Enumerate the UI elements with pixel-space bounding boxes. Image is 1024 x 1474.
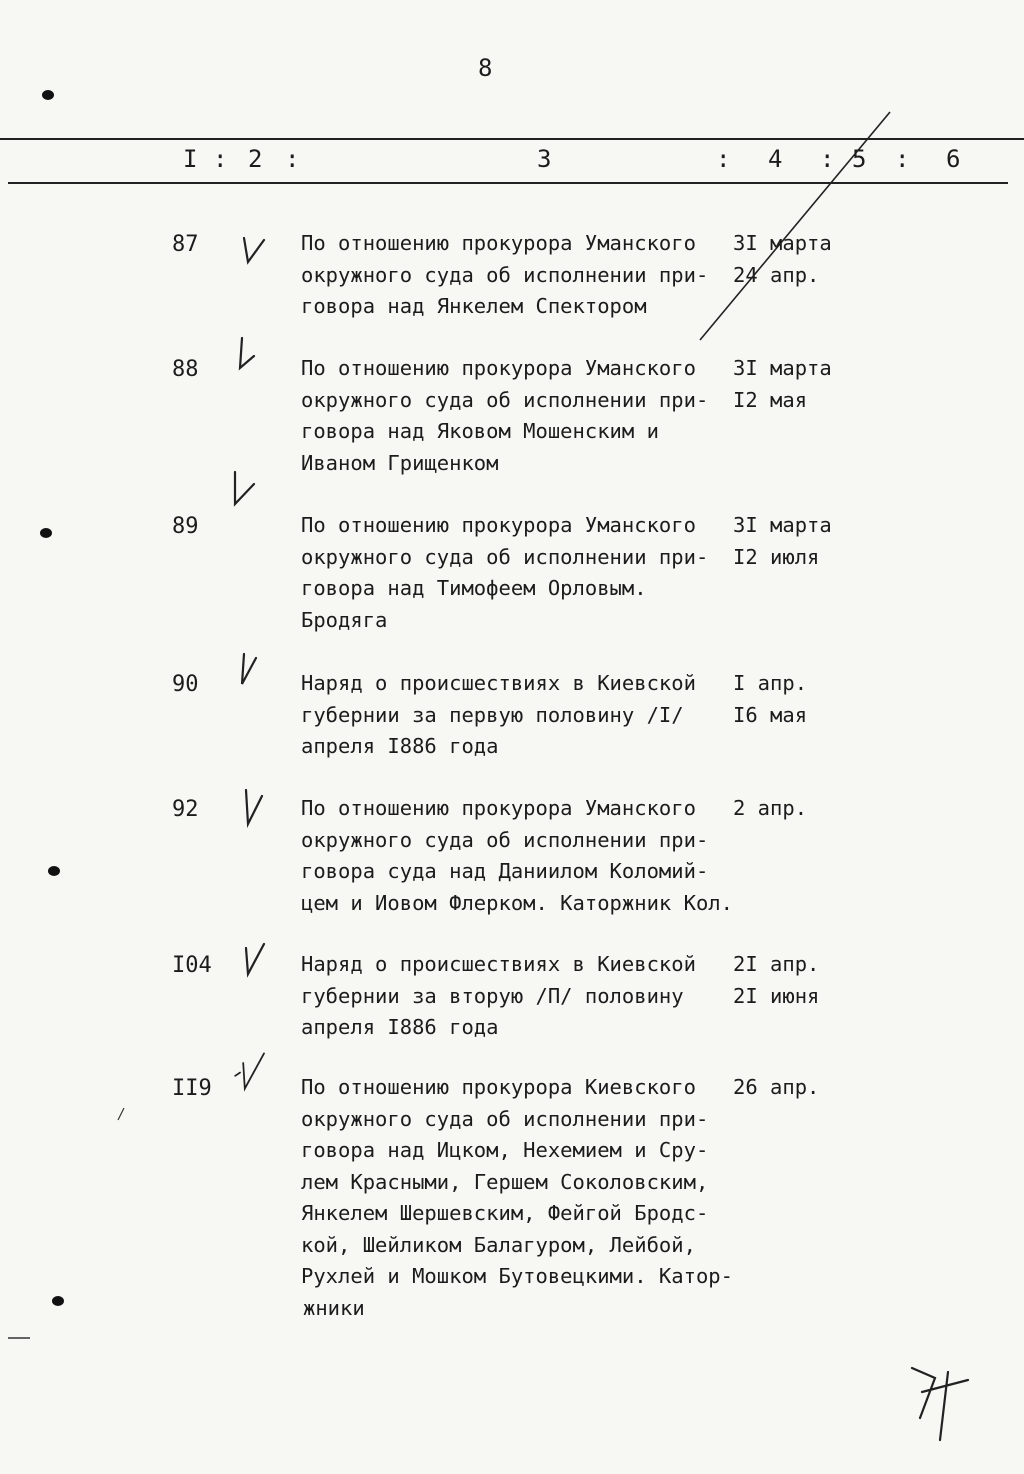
entry-date-end: I2 мая	[733, 387, 808, 412]
entry-number: 87	[172, 232, 199, 257]
column-header-1: I	[183, 145, 198, 173]
entry-date-start: 2I апр.	[733, 952, 820, 976]
column-separator: :	[285, 145, 300, 173]
column-header-6: 6	[946, 145, 961, 173]
entry-line: говора суда над Даниилом Коломий-	[301, 859, 709, 883]
entry-line: апреля I886 года	[301, 734, 499, 758]
entry-date-start: I апр.	[733, 671, 808, 695]
column-header-4: 4	[768, 145, 783, 173]
column-header-3: 3	[537, 145, 552, 173]
entry-line: По отношению прокурора Киевского	[301, 1075, 696, 1099]
column-header-5: 5	[852, 145, 867, 173]
entry-date-start: 3I марта	[733, 513, 832, 537]
entry-line: губернии за первую половину /I/	[301, 702, 684, 727]
entry-line: Наряд о происшествиях в Киевской	[301, 952, 696, 976]
punch-hole	[48, 866, 60, 876]
entry-number: I04	[172, 953, 212, 978]
punch-hole	[52, 1296, 64, 1306]
entry-line: По отношению прокурора Уманского	[301, 513, 696, 537]
entry-number: 92	[172, 797, 199, 822]
entry-line: лем Красными, Гершем Соколовским,	[301, 1169, 709, 1194]
entry-line: цем и Иовом Флерком. Каторжник Кол.	[301, 890, 733, 915]
entry-line: По отношению прокурора Уманского	[301, 231, 696, 255]
column-header-2: 2	[248, 145, 263, 173]
entry-date-start: 2 апр.	[733, 796, 808, 820]
punch-hole	[40, 528, 52, 538]
entry-number: 88	[172, 357, 199, 382]
page-number: 8	[478, 54, 493, 82]
entry-number: 89	[172, 514, 199, 539]
entry-date-start: 3I марта	[733, 356, 832, 380]
entry-line: губернии за вторую /П/ половину	[301, 983, 684, 1008]
entry-line: жники	[303, 1295, 365, 1320]
column-separator: :	[716, 145, 731, 173]
entry-line: Иваном Грищенком	[301, 450, 499, 475]
entry-date-start: 26 апр.	[733, 1075, 820, 1099]
entry-line: Рухлей и Мошком Бутовецкими. Катор-	[301, 1264, 733, 1288]
entry-date-end: I6 мая	[733, 702, 808, 727]
entry-line: Наряд о происшествиях в Киевской	[301, 671, 696, 695]
entry-line: Янкелем Шершевским, Фейгой Бродс-	[301, 1201, 709, 1225]
entry-line: кой, Шейликом Балагуром, Лейбой,	[301, 1232, 696, 1257]
entry-date-end: 2I июня	[733, 983, 820, 1008]
entry-line: окружного суда об исполнении при-	[301, 544, 709, 569]
entry-line: окружного суда об исполнении при-	[301, 387, 709, 412]
entry-line: окружного суда об исполнении при-	[301, 1106, 709, 1131]
entry-line: окружного суда об исполнении при-	[301, 262, 709, 287]
entry-line: говора над Янкелем Спектором	[301, 294, 647, 318]
entry-number: 90	[172, 672, 199, 697]
entry-date-start: 3I марта	[733, 231, 832, 255]
entry-date-end: I2 июля	[733, 544, 820, 569]
entry-line: апреля I886 года	[301, 1015, 499, 1039]
entry-line: говора над Тимофеем Орловым.	[301, 576, 647, 600]
entry-date-end: 24 апр.	[733, 262, 820, 287]
column-separator: :	[820, 145, 835, 173]
column-separator: :	[895, 145, 910, 173]
entry-line: говора над Ицком, Нехемием и Сру-	[301, 1138, 709, 1162]
entry-number: II9	[172, 1076, 212, 1101]
entry-line: По отношению прокурора Уманского	[301, 796, 696, 820]
entry-line: По отношению прокурора Уманского	[301, 356, 696, 380]
column-separator: :	[213, 145, 228, 173]
entry-line: говора над Яковом Мошенским и	[301, 419, 659, 443]
entry-line: Бродяга	[301, 607, 388, 632]
punch-hole	[42, 90, 54, 100]
entry-line: окружного суда об исполнении при-	[301, 827, 709, 852]
